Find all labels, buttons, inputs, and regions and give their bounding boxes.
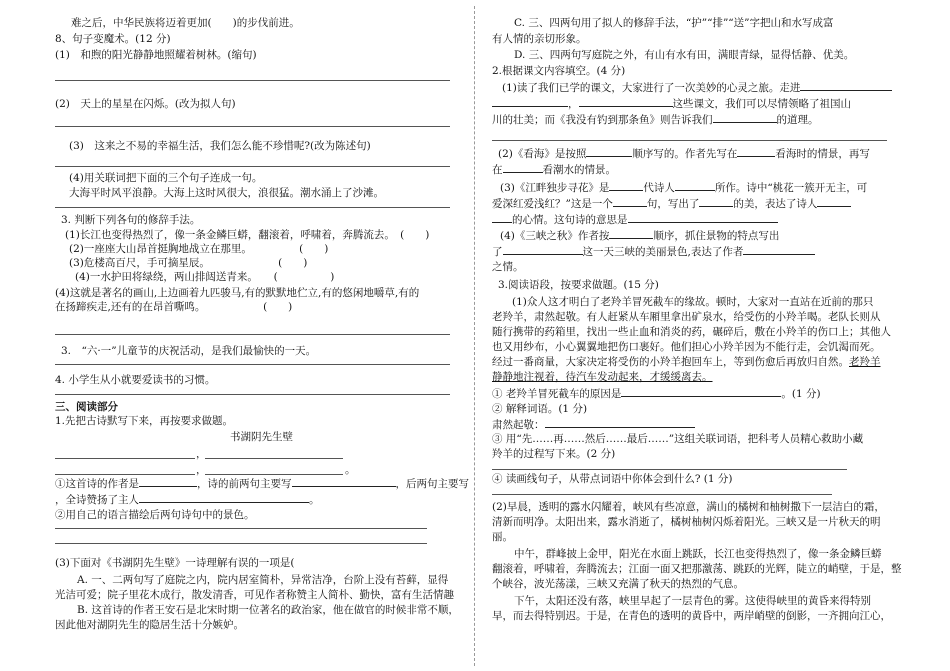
- answer-line[interactable]: [55, 334, 450, 335]
- poem-line-blank[interactable]: [205, 474, 343, 475]
- reading-q1-1: ①这首诗的作者是 ，诗的前两句主要写 ，后两句主要写: [55, 478, 469, 490]
- answer-line[interactable]: [492, 140, 887, 141]
- fill-blank-title: 2.根据课文内容填空。(4 分): [492, 65, 626, 77]
- text-line: 难之后，中华民族将迈着更加( )的步伐前进。: [71, 17, 300, 29]
- answer-line[interactable]: [55, 80, 450, 81]
- passage-1-line: 经过一番商量，大家决定将受伤的小羚羊抱回车上，等到伤愈后再放归自然。老羚羊: [492, 356, 881, 368]
- question-8-3: (3) 这来之不易的幸福生活，我们怎么能不珍惜呢?(改为陈述句): [69, 140, 371, 152]
- question-8-4: (4)用关联词把下面的三个句子连成一句。: [69, 172, 263, 184]
- fill-blank-1a: (1)读了我们已学的课文，大家进行了一次美妙的心灵之旅。走进: [502, 80, 892, 95]
- question-3-item-2: (2)一座座大山昂首挺胸地战立在那里。 ( ): [69, 243, 329, 255]
- passage-1-line: 随行携带的药箱里，找出一些止血和消炎的药，碾碎后，敷在小羚羊的伤口上；其他人: [492, 326, 891, 338]
- poem-line-blank[interactable]: [55, 474, 195, 475]
- reading-q3-2: ② 解释词语。(1 分): [492, 403, 588, 415]
- passage-2-line: 下午，太阳还没有落，峡里早起了一层青色的雾。这使得峡里的黄昏来得特别: [514, 595, 871, 607]
- reading-q1-1-cont: ，全诗赞扬了主人 。: [55, 494, 320, 506]
- question-3-item-5b: 在扬蹄疾走,还有的在昂首嘶鸣。 ( ): [55, 301, 293, 313]
- fill-blank-2a: (2)《看海》是按照 顺序写的。作者先写在 看海时的情景，再写: [498, 148, 870, 160]
- answer-line[interactable]: [55, 207, 450, 208]
- reading-q3: (3)下面对《书湖阴先生壁》一诗理解有误的一项是(: [55, 557, 295, 569]
- question-3-item-1: (1)长江也变得热烈了，像一条金鳞巨蟒，翻滚着，呼啸着，奔腾流去。 ( ): [65, 229, 430, 241]
- question-8-1: (1) 和煦的阳光静静地照耀着树林。(缩句): [55, 49, 257, 61]
- sentence-fix-4: 4. 小学生从小就要爱读书的习惯。: [55, 374, 216, 386]
- passage-2-line: 个峡谷，波光荡漾，三峡又充满了秋天的热烈的气息。: [492, 578, 744, 590]
- passage-2-line: 中午，群峰披上金甲，阳光在水面上跳跃，长江也变得热烈了，像一条金鳞巨蟒: [514, 548, 882, 560]
- option-c-line1: C. 三、四两句用了拟人的修辞手法，“护”“排”“送”字把山和水写成富: [514, 17, 834, 29]
- reading-q3-3b: 羚羊的过程写下来。(2 分): [492, 448, 616, 460]
- reading-q3-1: ① 老羚羊冒死截车的原因是 。(1 分): [492, 388, 821, 400]
- fill-blank-4a: (4)《三峡之秋》作者按 顺序，抓住景物的特点写出: [500, 230, 780, 242]
- poem-line-blank[interactable]: [55, 458, 195, 459]
- question-3-title: 3. 判断下列各句的修辞手法。: [61, 214, 201, 226]
- option-b-line2: 因此他对湖阴先生的隐居生活十分嫉妒。: [55, 619, 244, 631]
- question-8-2: (2) 天上的星星在闪烁。(改为拟人句): [55, 98, 236, 110]
- fill-blank-1c: 川的壮美；而《我没有钓到那条鱼》则告诉我们 的道理。: [492, 114, 819, 126]
- option-b-line1: B. 这首诗的作者王安石是北宋时期一位著名的政治家，他在做官的时候非常不顺，: [77, 604, 459, 616]
- reading-q3-3: ③ 用“先……再……然后……最后……”这组关联词语，把科考人员精心救助小藏: [492, 433, 864, 445]
- option-d: D. 三、四两句写庭院之外，有山有水有田，满眼青绿，显得恬静、优美。: [514, 49, 855, 61]
- underlined-sentence: 静静地注视着，待汽车发动起来，才缓缓离去。: [492, 371, 713, 383]
- fill-blank-3c: 的心情。这句诗的意思是: [492, 212, 778, 227]
- passage-1-line: (1)众人这才明白了老羚羊冒死截车的缘故。顿时，大家对一直站在近前的那只: [512, 296, 874, 308]
- column-divider: [474, 6, 475, 666]
- answer-line[interactable]: [55, 166, 450, 167]
- fill-blank-3b: 爱深红爱浅红？”这是一个 句，写出了 的美，表达了诗人: [492, 196, 851, 211]
- question-3-item-3: (3)危楼高百尺，手可摘星辰。 ( ): [69, 257, 308, 269]
- passage-2-line: (2)早晨，透明的露水闪耀着，峡风有些凉意，满山的橘树和柚树撒下一层洁白的霜，: [492, 501, 885, 513]
- option-a-line2: 光洁可爱；院子里花木成行，散发清香，可见作者称赞主人简朴、勤快，富有生活情趣: [55, 589, 454, 601]
- reading-q3-title: 3.阅读语段，按要求做题。(15 分): [498, 279, 659, 291]
- reading-q3-2-word: 肃然起敬：: [492, 417, 695, 432]
- passage-1-line: 也又用纱布，小心翼翼地把伤口裹好。他们担心小羚羊因为不能行走，会饥渴而死。: [492, 341, 881, 353]
- answer-line[interactable]: [492, 494, 832, 495]
- question-8-4-sentences: 大海平时风平浪静。大海上这时风很大，浪很猛。潮水涌上了沙滩。: [69, 187, 384, 199]
- question-3-item-5a: (4)这就是著名的画山,上边画着九匹骏马,有的默默地伫立,有的悠闲地嚼草,有的: [55, 287, 420, 299]
- reading-q3-4: ④ 读画线句子，从带点词语中你体会到什么? (1 分): [492, 473, 733, 485]
- fill-blank-4b: 了 这一天三峡的美丽景色,表达了作者: [492, 244, 815, 259]
- answer-line[interactable]: [492, 469, 847, 470]
- passage-2-line: 清新而明净。太阳出来，露水消逝了，橘树柚树闪烁着阳光。三峡又是一片秋天的明: [492, 516, 881, 528]
- fill-blank-3a: (3)《江畔独步寻花》是 代诗人 所作。诗中“桃花一簇开无主，可: [500, 182, 868, 194]
- fill-blank-2b: 在 看潮水的情景。: [492, 164, 616, 176]
- sentence-fix-3: 3. “六·一”儿童节的庆祝活动，是我们最愉快的一天。: [61, 345, 317, 357]
- option-a-line1: A. 一、二两句写了庭院之内，院内居室简朴，异常洁净，台阶上没有苔藓，显得: [77, 574, 449, 586]
- answer-line[interactable]: [55, 364, 450, 365]
- poem-title: 书湖阴先生壁: [230, 431, 293, 443]
- passage-2-line: 丽。: [492, 531, 513, 543]
- fill-blank-4c: 之情。: [492, 261, 524, 273]
- passage-1-line: 老羚羊，肃然起敬。有人赶紧从车厢里拿出矿泉水，给受伤的小羚羊喝。老队长则从: [492, 311, 881, 323]
- answer-line[interactable]: [55, 126, 450, 127]
- section-3-heading: 三、阅读部分: [55, 401, 118, 413]
- answer-line[interactable]: [55, 543, 427, 544]
- question-8-title: 8、句子变魔术。(12 分): [55, 33, 171, 45]
- passage-2-line: 早，而去得特别迟。于是，在青色的透明的黄昏中，两岸峭壁的倒影，一齐拥向江心，: [492, 610, 891, 622]
- answer-line[interactable]: [55, 528, 427, 529]
- reading-q1: 1.先把古诗默写下来，再按要求做题。: [55, 415, 234, 427]
- question-3-item-4: (4)一水护田将绿绕，两山排闼送青来。 ( ): [75, 271, 335, 283]
- option-c-line2: 有人情的亲切形象。: [492, 33, 587, 45]
- fill-blank-1b: ， 这些课文，我们可以尽情领略了祖国山: [492, 96, 851, 111]
- passage-2-line: 翻滚着，呼啸着，奔腾流去；江面一面又把那激荡、跳跃的光辉，陡立的峭壁，于是，整: [492, 563, 902, 575]
- answer-line[interactable]: [55, 394, 450, 395]
- poem-line-blank[interactable]: [205, 458, 343, 459]
- reading-q1-2: ②用自己的语言描绘后两句诗句中的景色。: [55, 509, 255, 521]
